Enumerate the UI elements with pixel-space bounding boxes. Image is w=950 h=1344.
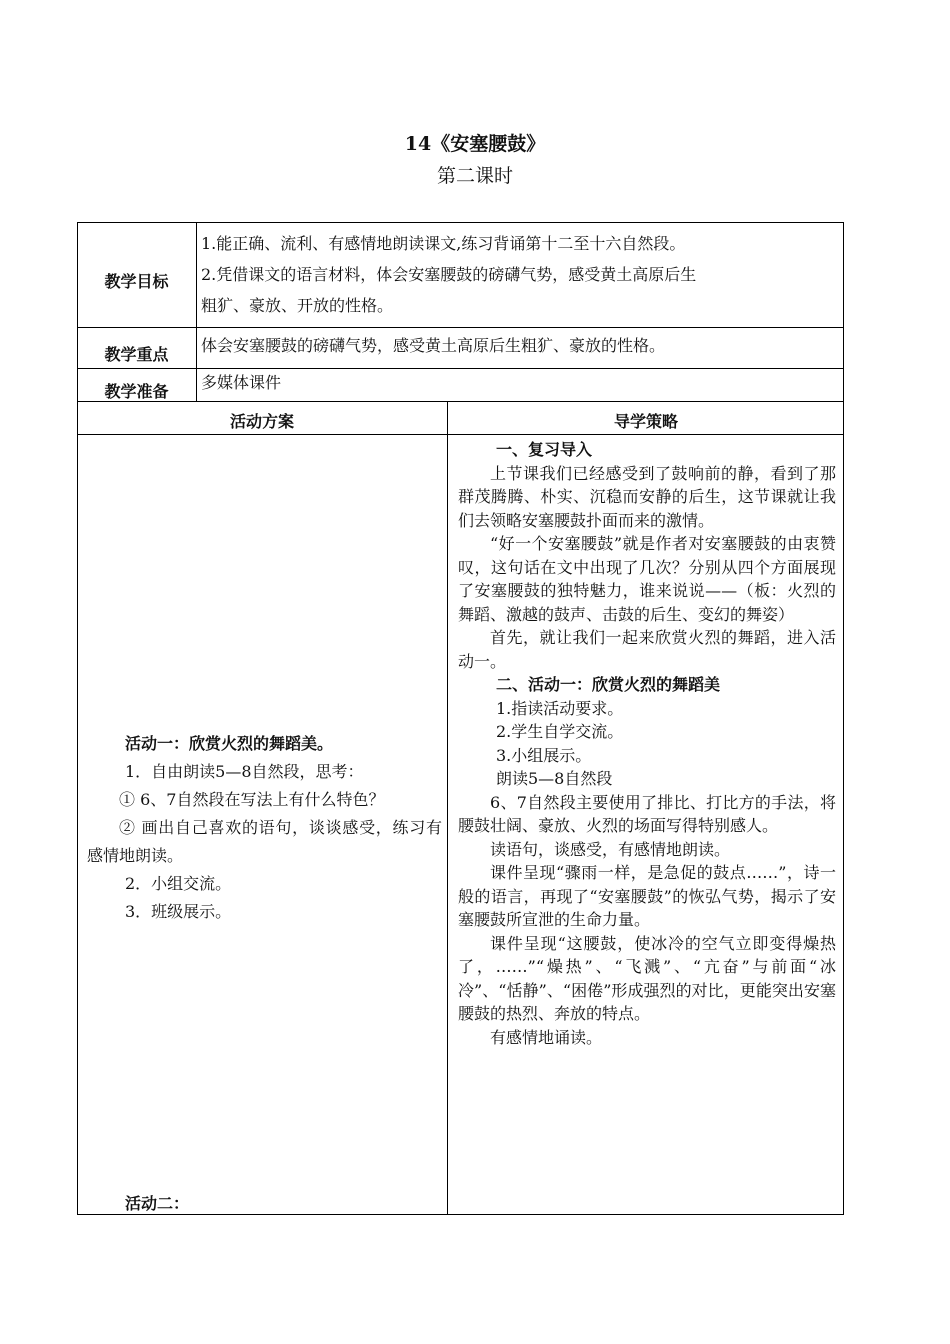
teaching-strategy [458,438,836,1049]
strategy-paragraph: 课件呈现“这腰鼓，使冰冷的空气立即变得燥热了，……”“燥热”、“飞溅”、“亢奋”与前面“冰冷”、“恬静”、“困倦”形成强烈的对比，更能突出安塞腰鼓的热烈、奔放的特点。 [458,933,836,1023]
strategy-paragraph: 读语句，谈感受，有感情地朗读。 [490,839,731,859]
key-points-label: 教学重点 [104,345,169,364]
row-divider [77,368,844,369]
objective-line: 粗犷、豪放、开放的性格。 [201,296,394,315]
activity-step: 1．自由朗读5—8自然段，思考： [125,762,364,781]
activity-one-heading: 活动一：欣赏火烈的舞蹈美。 [125,734,334,753]
strategy-step: 2.学生自学交流。 [496,722,624,741]
objectives-label: 教学目标 [104,272,169,291]
strategy-paragraph: 6、7自然段主要使用了排比、打比方的手法，将腰鼓壮阔、豪放、火烈的场面写得特别感人。 [458,792,836,835]
activity-step: 3．班级展示。 [125,902,232,921]
activity-step: 2．小组交流。 [125,874,232,893]
strategy-paragraph: 首先，就让我们一起来欣赏火烈的舞蹈，进入活动一。 [458,628,836,671]
strategy-section-heading: 二、活动一：欣赏火烈的舞蹈美 [496,675,721,694]
key-points-content: 体会安塞腰鼓的磅礴气势，感受黄土高原后生粗犷、豪放的性格。 [201,336,666,355]
strategy-paragraph: 课件呈现“骤雨一样，是急促的鼓点……”，诗一般的语言，再现了“安塞腰鼓”的恢弘气势，揭示了安塞腰鼓所宣泄的生命力量。 [458,863,836,929]
objectives-content [201,228,696,321]
row-divider [77,434,844,435]
preparation-label: 教学准备 [104,382,169,401]
strategy-step: 3.小组展示。 [496,745,592,765]
document-subtitle: 第二课时 [436,165,513,187]
strategy-column-header: 导学策略 [613,412,678,431]
activity-question: ① 6、7自然段在写法上有什么特色？ [119,790,385,809]
activity-plan [87,730,442,926]
strategy-paragraph: “好一个安塞腰鼓”就是作者对安塞腰鼓的由衷赞叹，这句话在文中出现了几次？分别从四个方面展现了安塞腰鼓的独特魅力，谁来说说——（板：火烈的舞蹈、激越的鼓声、击鼓的后生、变幻的舞姿） [458,534,836,624]
activity-column-header: 活动方案 [229,412,294,431]
activity-two-heading: 活动二： [125,1194,190,1213]
strategy-paragraph: 上节课我们已经感受到了鼓响前的静，看到了那群茂腾腾、朴实、沉稳而安静的后生，这节课就让我们去领略安塞腰鼓扑面而来的激情。 [458,463,836,530]
objective-line: 1.能正确、流利、有感情地朗读课文,练习背诵第十二至十六自然段。 [201,234,686,253]
strategy-paragraph: 有感情地诵读。 [490,1027,603,1047]
activity-question: ② 画出自己喜欢的语句，谈谈感受，练习有感情地朗读。 [87,818,442,865]
strategy-step: 1.指读活动要求。 [496,698,624,718]
center-column-divider [447,401,448,1215]
row-divider [77,327,844,328]
strategy-step: 朗读5—8自然段 [496,769,613,788]
label-column-divider [196,222,197,401]
strategy-section-heading: 一、复习导入 [496,440,593,459]
document-title: 14《安塞腰鼓》 [404,133,546,155]
objective-line: 2.凭借课文的语言材料，体会安塞腰鼓的磅礴气势，感受黄土高原后生 [201,265,697,284]
preparation-content: 多媒体课件 [201,373,282,392]
